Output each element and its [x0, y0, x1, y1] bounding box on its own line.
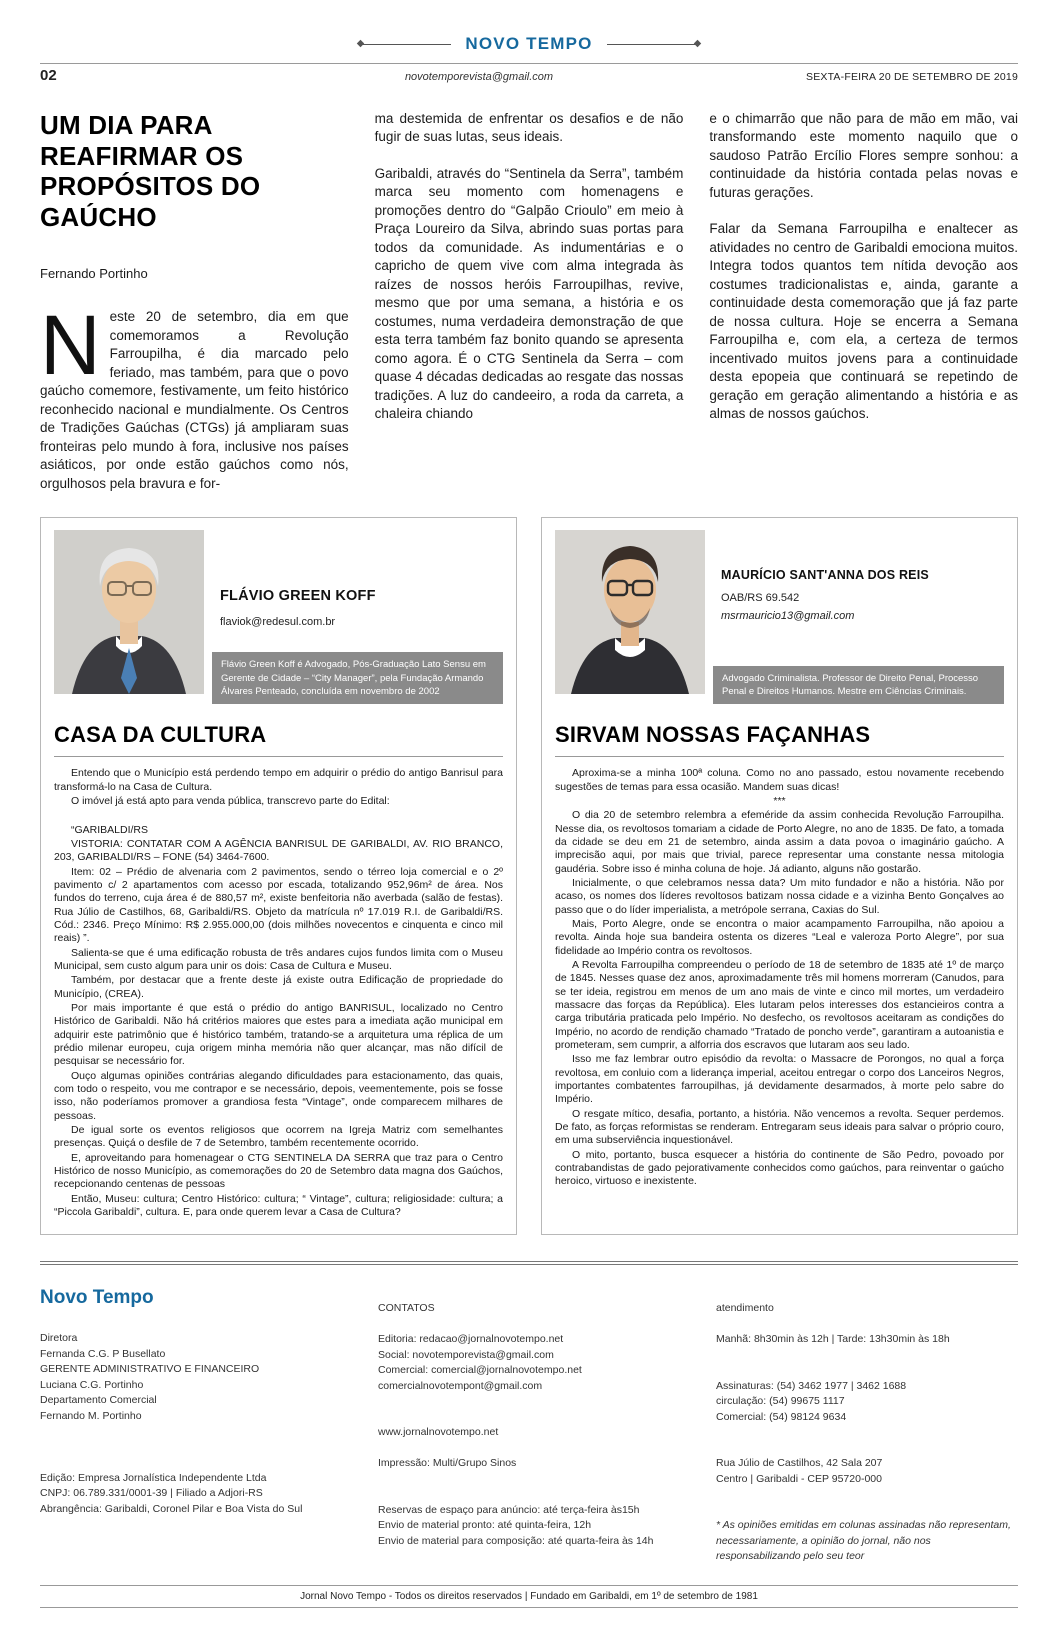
- footer-bottom-bar: [40, 1585, 1018, 1608]
- column-paragraph: Ouço algumas opiniões contrárias alegando dificuldades para estacionamento, das quais, com todo o respeito, vou me contrapor e se necessário, depois, veementemente, pois se fosse isso, não poderíamos promover a grandiosa festa “Vintage”, onde comparecem milhares de pessoas.: [54, 1069, 503, 1122]
- footer-line: Fernanda C.G. P Busellato: [40, 1347, 166, 1360]
- columnist-identity: [721, 568, 1004, 622]
- diamond-ornament-icon: [693, 40, 700, 47]
- masthead-right-rule: [607, 44, 699, 45]
- columnist-header: [54, 528, 503, 706]
- footer-line: Edição: Empresa Jornalística Independente Ltda: [40, 1471, 267, 1484]
- footer-contacts-list: [378, 1301, 680, 1549]
- column-paragraph: O imóvel já está apto para venda pública, transcrevo parte do Edital:: [71, 794, 390, 807]
- column-paragraph: Salienta-se que é uma edificação robusta de três andares cujos fundos limita com o Museu Municipal, sem custo algum para unir os dois: Casa de Cultura e Museu.: [54, 946, 503, 972]
- columnist-name: FLÁVIO GREEN KOFF: [220, 588, 376, 605]
- header-meta-row: [40, 67, 1018, 84]
- footer-double-rule: [40, 1261, 1018, 1265]
- column-paragraph: De igual sorte os eventos religiosos que ocorrem na Igreja Matriz com semelhantes presenças. Quiçá o desfile de 7 de Setembro, também recentemente ocorrido.: [54, 1123, 503, 1150]
- column-body: [555, 767, 1004, 1188]
- article-text: este 20 de setembro, dia em que comemoramos a Revolução Farroupilha, é dia marcado pelo feriado, mas também, para que o povo gaúcho comemore, festivamente, um feito histórico reconhecido nacional e mundialmente. Os Centros de Tradições Gaúchas (CTGs) já ampliaram suas fronteiras pelo mundo à fora, inclusive nos países asiáticos, por onde estão gaúchos como nós, orgulhosos pela bravura e for-: [40, 309, 349, 491]
- footer-column-masthead: [40, 1287, 342, 1565]
- column-paragraph: Por mais importante é que está o prédio do antigo BANRISUL, localizado no Centro Histórico de Garibaldi. Não há critérios maiores que estes para a imediata ação municipal em adquirir este patrimônio que é histórico também, tratando-se a arquitetura uma réplica de um prédio milenar europeu, cuja origem minha memória não quer alcançar, mas não difícil de pesquisar se necessário for.: [54, 1001, 503, 1068]
- footer-line: [378, 1487, 680, 1503]
- column-paragraph: [54, 809, 503, 822]
- footer-service-list: [716, 1301, 1018, 1565]
- columnist-box-mauricio: [541, 517, 1018, 1235]
- masthead-left-rule: [359, 44, 451, 45]
- footer-line: atendimento: [716, 1302, 774, 1315]
- columnist-photo-flavio: [54, 530, 204, 694]
- edition-date: SEXTA-FEIRA 20 DE SETEMBRO DE 2019: [805, 71, 1018, 83]
- column-paragraph: O resgate mítico, desafia, portanto, a história. Não vencemos a revolta. Sequer perdemos. De fato, as forças reformistas se renderam. Entregaram seus ideais para salvar o próprio couro, em uma subserviência inquestionável.: [555, 1107, 1004, 1147]
- footer-line: Departamento Comercial: [40, 1394, 157, 1407]
- footer-line: [716, 1425, 1018, 1441]
- column-paragraph: Entendo que o Município está perdendo tempo em adquirir o prédio do antigo Banrisul para transformá-lo na Casa de Cultura.: [54, 767, 503, 793]
- columnist-email: flaviok@redesul.com.br: [220, 616, 336, 629]
- footer-line: CNPJ: 06.789.331/0001-39 | Filiado a Adjori-RS: [40, 1487, 263, 1500]
- header-horizontal-rule: [40, 63, 1018, 64]
- footer-line: Comercial: (54) 98124 9634: [716, 1410, 847, 1423]
- column-title: SIRVAM NOSSAS FAÇANHAS: [555, 722, 871, 748]
- footer-line: Envio de material para composição: até quarta-feira às 14h: [378, 1534, 654, 1547]
- column-paragraph: A Revolta Farroupilha compreendeu o período de 18 de setembro de 1835 até 1º de março de 1845. Nesses quase dez anos, aproximadamente três mil homens morreram (Canudos, para se ter ideia, registrou em menos de um ano mais de vinte e cinco mil mortes, um verdadeiro massacre das forças da República). Eles lutaram pelos interesses dos estancieiros contra a carga tributária praticada pelo Império. No desfecho, os revoltosos aceitaram as condições do Império, no acordo de rendição chamado “Tratado de poncho verde”, garantiram a autoanistia e prometeram, sem cumprir, a alforria dos escravos que lutaram aos seu lado.: [555, 958, 1004, 1051]
- footer-line: GERENTE ADMINISTRATIVO E FINANCEIRO: [40, 1363, 260, 1376]
- footer-line: Impressão: Multi/Grupo Sinos: [378, 1457, 517, 1470]
- footer-line: Fernando M. Portinho: [40, 1409, 142, 1422]
- columnist-bio: Advogado Criminalista. Professor de Direito Penal, Processo Penal e Direitos Humanos. Mestre em Ciências Criminais.: [713, 666, 1004, 705]
- footer-line: [40, 1440, 342, 1456]
- column-title-rule: [555, 756, 1004, 757]
- column-paragraph: O dia 20 de setembro relembra a efeméride da assim conhecida Revolução Farroupilha. Nesse dia, os revoltosos tomariam a cidade de Porto Alegre, no ano de 1835. De fato, a tomada da cidade se deu em 21 de setembro, ainda assim a data povoa o imaginário gaúcho. A imprecisão aqui, por mais que trivial, parece representar uma constante nessa mitologia gaudéria. Sobre isso é minha coluna de hoje. Já adianto, alguns não gostarão.: [555, 809, 1004, 875]
- page-number: 02: [40, 67, 57, 84]
- article-headline: UM DIA PARA REAFIRMAR OS PROPÓSITOS DO GAÚCHO: [40, 110, 261, 233]
- article-paragraph: [40, 298, 349, 493]
- footer-line: comercialnovotempont@gmail.com: [378, 1379, 543, 1392]
- footer-line: necessariamente, a opinião do jornal, não nos responsabilizando pelo seu teor: [716, 1534, 931, 1563]
- page-header: [40, 34, 1018, 84]
- bottom-bottom-rule: [40, 1607, 1018, 1608]
- column-paragraph: Aproxima-se a minha 100ª coluna. Como no ano passado, estou novamente recebendo sugestões de temas para essa ocasião. Mandem suas dicas!: [555, 767, 1004, 793]
- column-paragraph: ***: [773, 794, 786, 807]
- footer-line: Rua Júlio de Castilhos, 42 Sala 207: [716, 1457, 883, 1470]
- column-paragraph: “GARIBALDI/RS: [71, 823, 149, 836]
- column-paragraph: Item: 02 – Prédio de alvenaria com 2 pavimentos, sendo o térreo loja comercial e o 2º pavimento c/ 2 apartamentos com acesso por escada, totalizando 952,96m² de área. Nos fundos do terreno, cuja área é de 880,57 m², existe benfeitoria não averbada (salão de festas). Rua Júlio de Castilhos, 68, Garibaldi/RS. Objeto da matrícula nº 17.019 R.I. de Garibaldi/RS. Cód.: 2346. Preço Mínimo: R$ 2.955.000,00 (dois milhões novecentos e cinquenta e cinco mil reais) ”.: [54, 865, 503, 945]
- footer-line: Envio de material pronto: até quinta-feira, 12h: [378, 1519, 592, 1532]
- footer-line: circulação: (54) 99675 1117: [716, 1395, 845, 1408]
- footer-line: Editoria: redacao@jornalnovotempo.net: [378, 1333, 564, 1346]
- footer-line: [716, 1503, 1018, 1519]
- footer-brand: Novo Tempo: [40, 1287, 154, 1309]
- column-paragraph: VISTORIA: CONTATAR COM A AGÊNCIA BANRISUL DE GARIBALDI, AV. RIO BRANCO, 203, GARIBALDI/RS – FONE (54) 3464-7600.: [54, 837, 503, 864]
- footer-line: Diretora: [40, 1332, 78, 1345]
- footer-line: Assinaturas: (54) 3462 1977 | 3462 1688: [716, 1379, 907, 1392]
- footer-line: Manhã: 8h30min às 12h | Tarde: 13h30min às 18h: [716, 1333, 950, 1346]
- article-paragraph: Falar da Semana Farroupilha e enaltecer as atividades no centro de Garibaldi emociona muitos. Integra todos quantos tem nítida devoção aos costumes tradicionalistas e, ainda, garante a continuidade desta comemoração que já faz parte de nossa cultura. Hoje se encerra a Semana Farroupilha e, com ela, a certeza de termos incentivado muitos jovens para a continuidade desta epopeia que continuará se repetindo de geração em geração alimentando a história e as almas de nossos gaúchos.: [709, 221, 1019, 422]
- footer-line: [716, 1317, 1018, 1333]
- column-paragraph: Isso me faz lembrar outro episódio da revolta: o Massacre de Porongos, no qual a força revoltosa, em conluio com a liderança imperial, aceitou entregar o corpo dos Lanceiros Negros, importantes combatentes farroupilhas, já devidamente desarmados, à morte pelo sabre do Império.: [555, 1053, 1004, 1106]
- main-article: [40, 110, 1018, 493]
- footer-line: [40, 1455, 342, 1471]
- columnist-header: [555, 528, 1004, 706]
- copyright-line: Jornal Novo Tempo - Todos os direitos reservados | Fundado em Garibaldi, em 1º de setembro de 1981: [300, 1590, 758, 1602]
- column-paragraph: Inicialmente, o que celebramos nessa data? Um mito fundador e não a história. Não por acaso, os nomes dos líderes revoltosos batizam nossa cidade e a vizinha Bento Gonçalves ao passo que o do líder imperialista, a metrópole serrana, Caxias do Sul.: [555, 876, 1004, 916]
- article-column-3: [709, 110, 1018, 493]
- footer-line: [378, 1394, 680, 1410]
- footer-staff-list: [40, 1331, 342, 1517]
- footer-line: www.jornalnovotempo.net: [378, 1426, 499, 1439]
- article-author: Fernando Portinho: [40, 265, 148, 281]
- article-column-2: [375, 110, 684, 493]
- columnist-bio: Flávio Green Koff é Advogado, Pós-Graduação Lato Sensu em Gerente de Cidade – “City Manager”, pela Fundação Armando Álvares Penteado, concluída em novembro de 2002: [212, 652, 503, 704]
- column-paragraph: Também, por destacar que a frente deste já existe outra Edificação de propriedade do Município, (CREA).: [54, 974, 503, 1000]
- footer-line: * As opiniões emitidas em colunas assinadas não representam,: [716, 1519, 1011, 1532]
- footer-column-contacts: [378, 1287, 680, 1565]
- footer-line: Abrangência: Garibaldi, Coronel Pilar e Boa Vista do Sul: [40, 1502, 303, 1515]
- footer-line: [716, 1487, 1018, 1503]
- column-title: CASA DA CULTURA: [54, 722, 267, 748]
- footer-line: CONTATOS: [378, 1302, 435, 1315]
- columnists-row: [40, 517, 1018, 1235]
- footer-line: [378, 1410, 680, 1426]
- footer-line: Comercial: comercial@jornalnovotempo.net: [378, 1364, 582, 1377]
- column-paragraph: O mito, portanto, busca esquecer a história do continente de São Pedro, povoado por contrabandistas de gado pejorativamente conhecidos como gaúchos, para reinventar o gaúcho heroico, virtuoso e inexistente.: [555, 1148, 1004, 1188]
- columnist-identity: [220, 588, 503, 628]
- footer-columns: [40, 1287, 1018, 1565]
- columnist-email: msrmauricio13@gmail.com: [721, 610, 855, 623]
- article-column-1: [40, 110, 349, 493]
- page-footer: [40, 1261, 1018, 1608]
- masthead-title: NOVO TEMPO: [465, 34, 593, 53]
- footer-line: Luciana C.G. Portinho: [40, 1378, 144, 1391]
- footer-line: [40, 1424, 342, 1440]
- diamond-ornament-icon: [357, 40, 364, 47]
- masthead-email: novotemporevista@gmail.com: [404, 71, 554, 83]
- column-body: [54, 767, 503, 1219]
- columnist-oab-number: OAB/RS 69.542: [721, 592, 800, 605]
- footer-line: [378, 1317, 680, 1333]
- footer-line: [716, 1363, 1018, 1379]
- footer-column-service: [716, 1287, 1018, 1565]
- columnist-photo-mauricio: [555, 530, 705, 694]
- footer-line: [716, 1348, 1018, 1364]
- portrait-illustration: [54, 530, 204, 694]
- column-paragraph: Então, Museu: cultura; Centro Histórico: cultura; “ Vintage”, cultura; religiosidade: cultura; a “Piccola Garibaldi”, cultura. E, para onde querem levar a Casa de Cultura?: [54, 1192, 503, 1218]
- column-paragraph: E, aproveitando para homenagear o CTG SENTINELA DA SERRA que traz para o Centro Histórico de nosso Município, as comemorações do 20 de Setembro data magna dos Gaúchos, recepcionando centenas de pessoas: [54, 1151, 503, 1191]
- dropcap-letter: N: [40, 298, 101, 393]
- footer-line: Reservas de espaço para anúncio: até terça-feira às15h: [378, 1503, 640, 1516]
- footer-line: Centro | Garibaldi - CEP 95720-000: [716, 1472, 882, 1485]
- article-paragraph: e o chimarrão que não para de mão em mão, vai transformando este momento naquilo que o saudoso Patrão Ercílio Flores sempre sonhou: a continuidade da história contada pelas novas e futuras gerações.: [709, 111, 1019, 200]
- column-title-rule: [54, 756, 503, 757]
- columnist-box-flavio: [40, 517, 517, 1235]
- footer-line: Social: novotemporevista@gmail.com: [378, 1348, 554, 1361]
- column-paragraph: Mais, Porto Alegre, onde se encontra o maior acampamento Farroupilha, não apoiou a revolta. Ainda hoje sua bandeira ostenta os dizeres “Leal e valeroza Porto Alegre”, por sua fidelidade ao Império contra os revoltosos.: [555, 917, 1004, 957]
- portrait-illustration: [555, 530, 705, 694]
- footer-line: [378, 1472, 680, 1488]
- columnist-name: MAURÍCIO SANT'ANNA DOS REIS: [721, 568, 929, 583]
- article-paragraph: Garibaldi, através do “Sentinela da Serra”, também marca seu momento com homenagens e promoções dentro do “Galpão Crioulo” em meio à Praça Loureiro da Silva, abrindo suas portas para todos da comunidade. As indumentárias e o capricho de quem vive com alma integrada às raízes de nossos heróis Farroupilhas, revive, mesmo que por uma semana, a história e os costumes, numa verdadeira demonstração de que esta terra também faz bonito quando se apresenta como agora. É o CTG Sentinela da Serra – com quase 4 décadas dedicadas ao resgate das nossas tradições. A luz do candeeiro, a roda da carreta, a chaleira chiando: [374, 165, 684, 422]
- article-paragraph: ma destemida de enfrentar os desafios e de não fugir de suas lutas, seus ideais.: [374, 111, 684, 145]
- masthead-row: [40, 34, 1018, 54]
